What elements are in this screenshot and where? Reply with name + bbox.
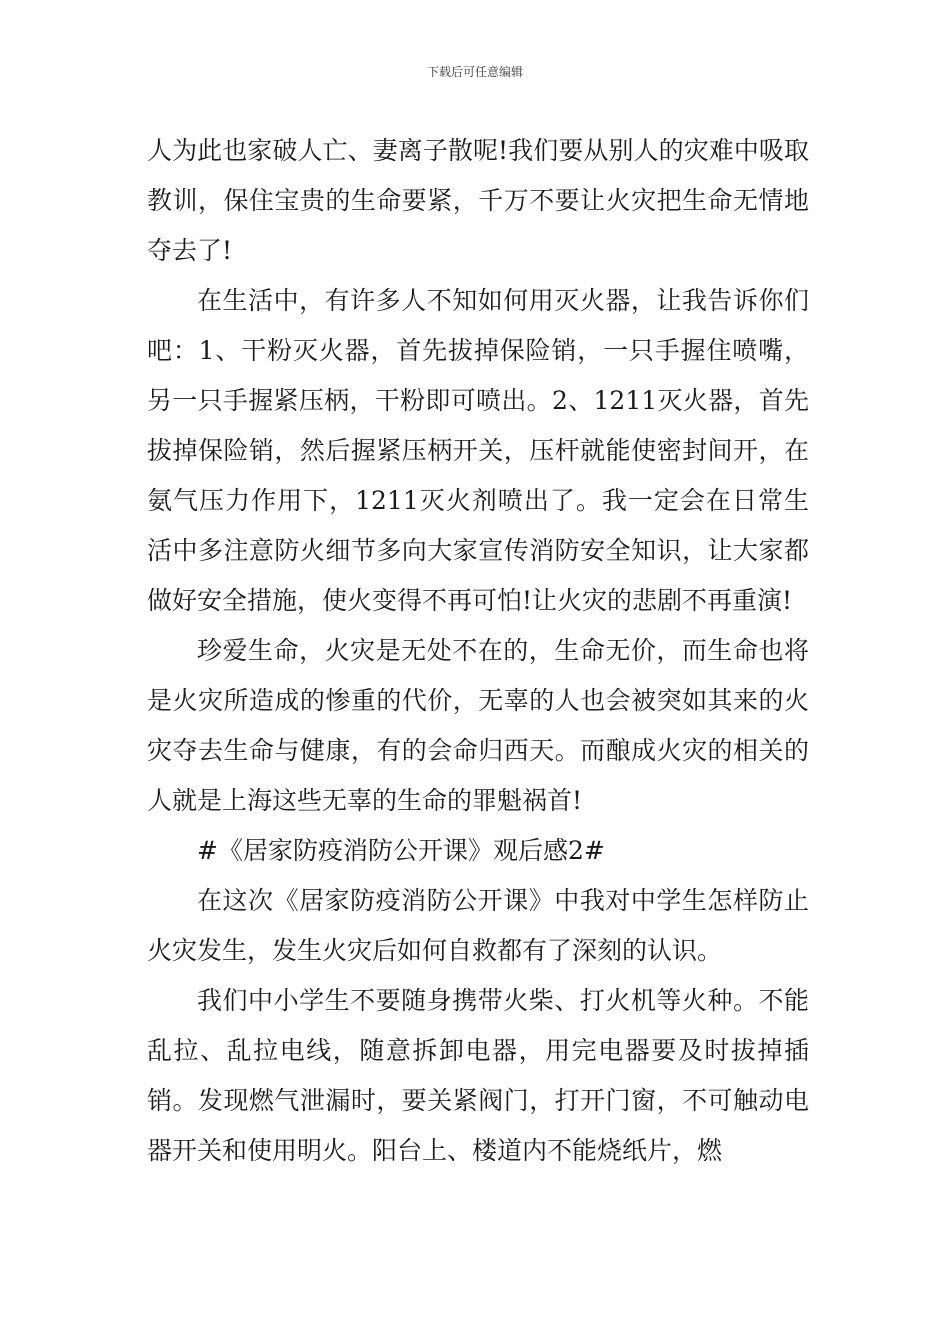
header-note: 下载后可任意编辑	[426, 65, 523, 79]
section-heading: #《居家防疫消防公开课》观后感2#	[197, 836, 605, 865]
document-body	[147, 126, 809, 1176]
paragraph-safety-rules: 我们中小学生不要随身携带火柴、打火机等火种。不能乱拉、乱拉电线，随意拆卸电器，用完电器要及时拔掉插销。发现燃气泄漏时，要关紧阀门，打开门窗，不可触动电器开关和使用明火。阳台上、楼道内不能烧纸片，燃	[147, 986, 809, 1165]
paragraph-continuation: 人为此也家破人亡、妻离子散呢!我们要从别人的灾难中吸取教训，保住宝贵的生命要紧，千万不要让火灾把生命无情地夺去了!	[147, 136, 809, 265]
page-header	[0, 64, 950, 80]
paragraph-cherish-life: 珍爱生命，火灾是无处不在的，生命无价，而生命也将是火灾所造成的惨重的代价，无辜的人也会被突如其来的火灾夺去生命与健康，有的会命归西天。而酿成火灾的相关的人就是上海这些无辜的生命的罪魁祸首!	[147, 636, 809, 815]
paragraph-understanding: 在这次《居家防疫消防公开课》中我对中学生怎样防止火灾发生，发生火灾后如何自救都有了深刻的认识。	[147, 886, 809, 965]
paragraph-extinguisher-usage: 在生活中，有许多人不知如何用灭火器，让我告诉你们吧：1、干粉灭火器，首先拔掉保险销，一只手握住喷嘴，另一只手握紧压柄，干粉即可喷出。2、1211灭火器，首先拔掉保险销，然后握紧压柄开关，压杆就能使密封间开，在氨气压力作用下，1211灭火剂喷出了。我一定会在日常生活中多注意防火细节多向大家宣传消防安全知识，让大家都做好安全措施，使火变得不再可怕!让火灾的悲剧不再重演!	[147, 286, 809, 615]
